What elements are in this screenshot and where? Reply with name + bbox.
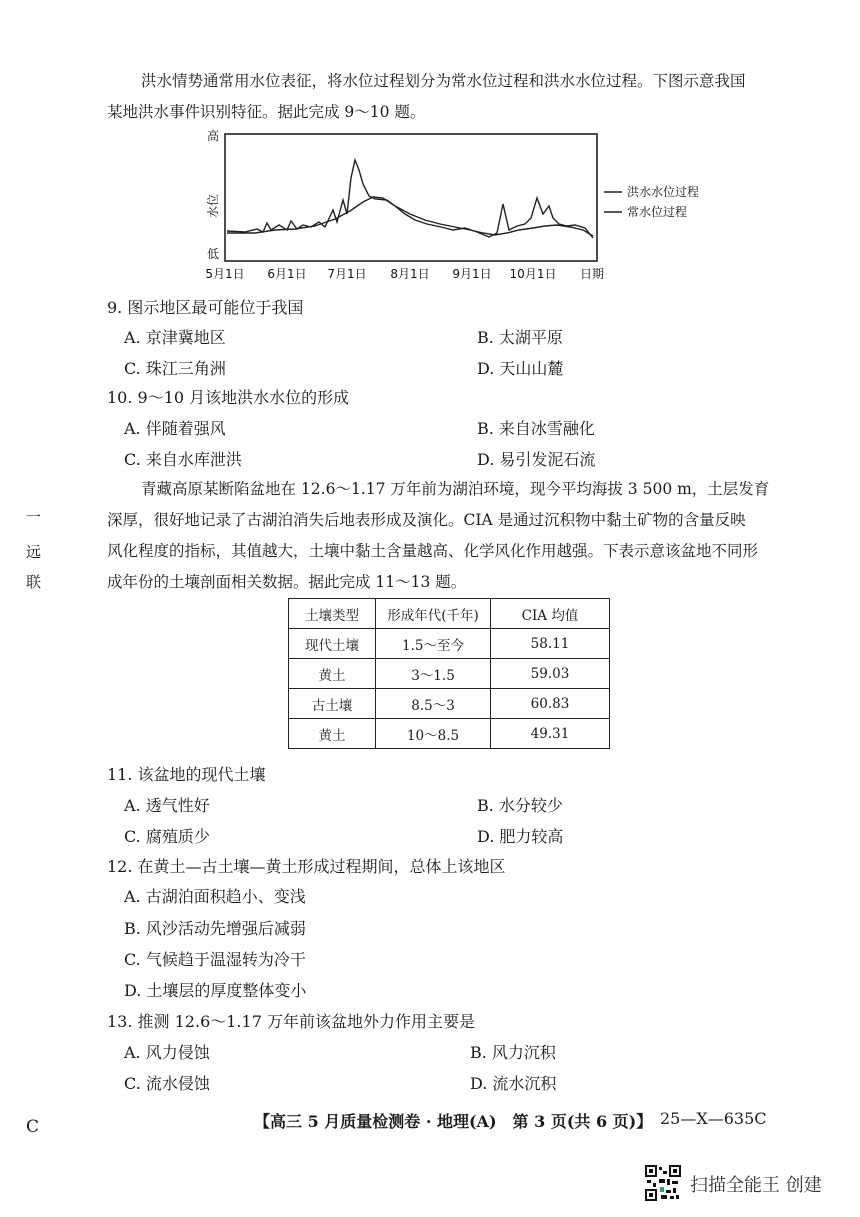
footer-left-mark: C <box>26 1117 40 1137</box>
q9-option-d[interactable]: D. 天山山麓 <box>477 359 564 378</box>
soil-data-table <box>288 598 610 749</box>
q9-option-a[interactable]: A. 京津冀地区 <box>124 328 226 347</box>
q9-option-c[interactable]: C. 珠江三角洲 <box>124 359 226 378</box>
intro2-line4: 成年份的土壤剖面相关数据。据此完成 11～13 题。 <box>107 573 467 591</box>
y-low-label: 低 <box>207 247 220 261</box>
q12-stem: 12. 在黄土—古土壤—黄土形成过程期间，总体上该地区 <box>107 857 506 876</box>
scanner-watermark: 扫描全能王 创建 <box>690 1175 822 1196</box>
side-char-2: 远 <box>26 543 42 561</box>
intro2-line3: 风化程度的指标，其值越大，土壤中黏土含量越高、化学风化作用越强。下表示意该盆地不同形 <box>107 542 759 560</box>
table-row <box>289 719 610 749</box>
side-char-1: 一 <box>26 508 42 526</box>
q11-option-b[interactable]: B. 水分较少 <box>477 796 563 815</box>
q10-option-d[interactable]: D. 易引发泥石流 <box>477 450 596 469</box>
x-tick-6: 日期 <box>579 267 605 281</box>
table-cell: 黄土 <box>289 659 376 689</box>
x-tick-4: 9月1日 <box>452 267 492 281</box>
table-row <box>289 629 610 659</box>
table-cell: 1.5～至今 <box>376 629 491 659</box>
intro1-line2: 某地洪水事件识别特征。据此完成 9～10 题。 <box>107 103 426 121</box>
q12-option-d[interactable]: D. 土壤层的厚度整体变小 <box>124 981 307 1000</box>
table-cell: 黄土 <box>289 719 376 749</box>
intro1-line1: 洪水情势通常用水位表征，将水位过程划分为常水位过程和洪水水位过程。下图示意我国 <box>141 72 746 90</box>
x-tick-2: 7月1日 <box>327 267 367 281</box>
q10-option-c[interactable]: C. 来自水库泄洪 <box>124 450 242 469</box>
q12-option-c[interactable]: C. 气候趋于温湿转为冷干 <box>124 950 306 969</box>
intro-paragraph-2 <box>107 474 797 598</box>
q13-stem: 13. 推测 12.6～1.17 万年前该盆地外力作用主要是 <box>107 1012 475 1031</box>
q9-stem: 9. 图示地区最可能位于我国 <box>107 298 304 317</box>
q10-option-a[interactable]: A. 伴随着强风 <box>124 419 226 438</box>
x-tick-3: 8月1日 <box>390 267 430 281</box>
plot-frame <box>225 134 597 261</box>
table-cell: 3～1.5 <box>376 659 491 689</box>
y-high-label: 高 <box>207 129 220 143</box>
footer-code: 25—X—635C <box>660 1109 767 1128</box>
table-cell: 58.11 <box>491 629 610 659</box>
q12-option-a[interactable]: A. 古湖泊面积趋小、变浅 <box>124 887 306 906</box>
q11-stem: 11. 该盆地的现代土壤 <box>107 765 266 784</box>
q13-option-a[interactable]: A. 风力侵蚀 <box>124 1043 210 1062</box>
qr-code-icon <box>645 1165 681 1201</box>
q11-option-d[interactable]: D. 肥力较高 <box>477 827 564 846</box>
y-axis-label: 水位 <box>206 193 220 219</box>
intro2-line2: 深厚，很好地记录了古湖泊消失后地表形成及演化。CIA 是通过沉积物中黏土矿物的含量反映 <box>107 511 746 529</box>
q11-option-c[interactable]: C. 腐殖质少 <box>124 827 210 846</box>
legend-normal-label: 常水位过程 <box>627 205 688 219</box>
x-tick-5: 10月1日 <box>509 267 557 281</box>
x-tick-0: 5月1日 <box>205 267 245 281</box>
q9-option-b[interactable]: B. 太湖平原 <box>477 328 563 347</box>
q12-option-b[interactable]: B. 风沙活动先增强后减弱 <box>124 919 306 938</box>
intro2-line1: 青藏高原某断陷盆地在 12.6～1.17 万年前为湖泊环境，现今平均海拔 3 500 m，土层发育 <box>141 480 770 498</box>
series-flood-level <box>227 160 593 238</box>
footer-title: 【高三 5 月质量检测卷 · 地理(A) 第 3 页(共 6 页)】 <box>254 1112 653 1131</box>
intro-paragraph-1 <box>107 66 797 128</box>
table-header-cell: 形成年代(千年) <box>376 599 491 629</box>
table-cell: 10～8.5 <box>376 719 491 749</box>
table-cell: 现代土壤 <box>289 629 376 659</box>
table-row <box>289 689 610 719</box>
table-cell: 60.83 <box>491 689 610 719</box>
q13-option-c[interactable]: C. 流水侵蚀 <box>124 1074 210 1093</box>
table-header-cell: 土壤类型 <box>289 599 376 629</box>
x-tick-1: 6月1日 <box>267 267 307 281</box>
chart-legend <box>602 182 722 222</box>
legend-flood-label: 洪水水位过程 <box>627 185 700 199</box>
table-cell: 8.5～3 <box>376 689 491 719</box>
water-level-chart <box>195 126 615 286</box>
side-char-3: 联 <box>26 573 42 591</box>
table-cell: 59.03 <box>491 659 610 689</box>
q10-stem: 10. 9～10 月该地洪水水位的形成 <box>107 388 350 407</box>
table-row <box>289 659 610 689</box>
q10-option-b[interactable]: B. 来自冰雪融化 <box>477 419 595 438</box>
q13-option-b[interactable]: B. 风力沉积 <box>470 1043 556 1062</box>
q11-option-a[interactable]: A. 透气性好 <box>124 796 210 815</box>
table-header-cell: CIA 均值 <box>491 599 610 629</box>
table-header-row <box>289 599 610 629</box>
q13-option-d[interactable]: D. 流水沉积 <box>470 1074 557 1093</box>
table-cell: 古土壤 <box>289 689 376 719</box>
table-cell: 49.31 <box>491 719 610 749</box>
